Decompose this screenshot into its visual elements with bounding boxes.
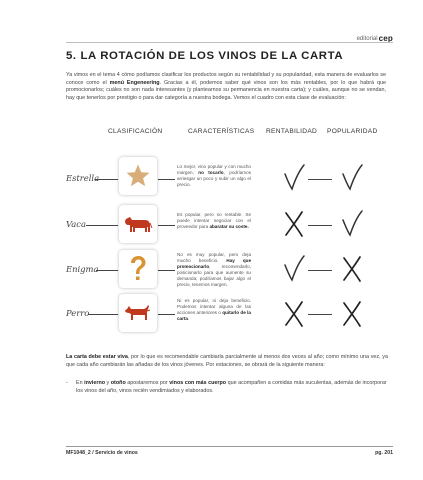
row-connector [158,314,175,315]
profitability-check-mark [282,162,306,192]
row-description: Es popular, pero no rentable. Se puede intentar negociar con el proveedor para abaratar su coste. [177,212,251,229]
row-connector [158,225,175,226]
profitability-cross-mark [282,298,306,328]
header-profitability: RENTABILIDAD [266,128,318,135]
bullet-text: En invierno y otoño apostaremos por vinos con más cuerpo que acompañen a comidas más suculentas, además de incorporar los vinos del año, vinos recién vendimiados y elaborados. [76,380,387,394]
popularity-check-mark [340,208,364,238]
row-connector [158,179,175,180]
publisher-brand: cep [378,34,393,43]
row-label: Perro [66,308,90,318]
popularity-cross-mark [340,253,364,283]
footer-module: MF1048_2 / Servicio de vinos [66,450,138,456]
popularity-cross-mark [340,298,364,328]
row-connector [88,314,118,315]
question-mark-icon [126,254,150,284]
row-connector [95,179,118,180]
row-connector [96,270,118,271]
icon-card [119,250,157,288]
row-connector [86,225,118,226]
outro-paragraph: La carta debe estar viva, por lo que es recomendable cambiarla parcialmente al menos dos veces al año; como mínimo una vez, ya que cada año cambiarán las añadas de los vinos jóvenes. Por estaciones, se obrará de la siguiente manera: [66,354,388,368]
row-connector [158,270,175,271]
page-number: pg. 201 [375,450,393,456]
section-title: 5. LA ROTACIÓN DE LOS VINOS DE LA CARTA [66,50,344,62]
intro-paragraph: Ya vimos en el tema 4 cómo podíamos clasificar los productos según su rentabilidad y su popularidad, esta manera de evaluarlos se conoce como el menú Engeneering. Gracias a él, podemos saber qué vinos son los más rentables, por lo que habrá que promocionarlos; cuáles no son nada interesantes (y plantearnos su permanencia en nuestra carta); y cuáles, aunque no se vendan, hay que tenerlos por prestigio o para dar categoría a nuestra bodega. Vemos el cuadro con esta clase de evaluación: [66,72,386,101]
dog-icon [123,301,153,325]
publisher-prefix: editorial [356,35,378,42]
star-icon [125,163,151,189]
icon-card [119,157,157,195]
header-characteristics: CARACTERÍSTICAS [188,128,255,135]
profitability-check-mark [282,253,306,283]
popularity-check-mark [340,162,364,192]
row-description: Ni es popular, ni deja beneficio. Podemos intentar alguna de las acciones anteriores o quitarlo de la carta. [177,298,251,321]
row-connector [308,270,332,271]
bullet-dash: - [66,380,68,386]
row-description: No es muy popular, pero deja mucho beneficio. Hay que promocionarlo, recomendarlo, posicionarlo para que aumente su demanda; podríamos bajar algo el precio, tenemos margen. [177,252,251,287]
row-description: Lo mejor, vino popular y con mucho margen, no tocarlo, podríamos arriesgar un poco y subir un algo el precio. [177,164,251,187]
cow-icon [123,212,153,236]
row-label: Vaca [66,219,86,229]
footer-divider [66,446,393,447]
bullet-item [66,380,388,395]
row-label: Estrella [66,173,100,183]
row-connector [308,179,332,180]
header-divider [66,42,393,43]
row-label: Enigma [66,264,99,274]
header-popularity: POPULARIDAD [327,128,378,135]
icon-card [119,294,157,332]
row-connector [308,225,332,226]
header-classification: CLASIFICACIÓN [108,128,163,135]
profitability-cross-mark [282,208,306,238]
row-connector [308,314,332,315]
icon-card [119,205,157,243]
